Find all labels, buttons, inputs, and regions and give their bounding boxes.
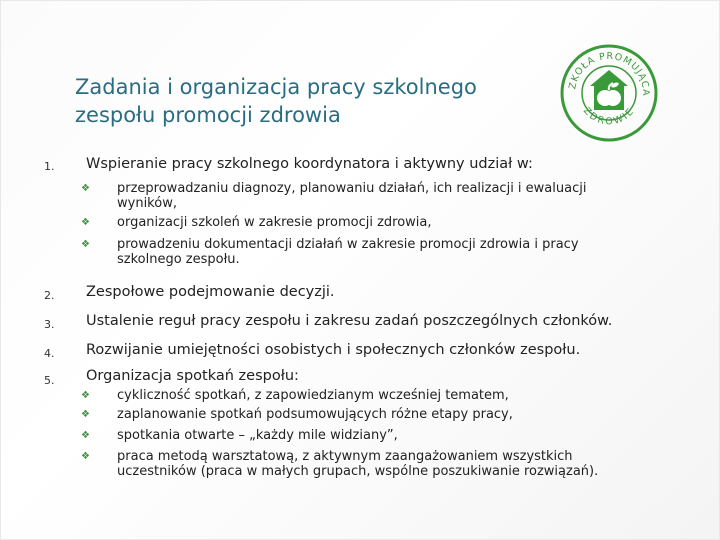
- item-number: 2.: [44, 289, 55, 302]
- bullet-icon: ❖: [81, 430, 90, 441]
- slide-title: Zadania i organizacja pracy szkolnego zespołu promocji zdrowia: [75, 75, 477, 127]
- school-health-promotion-logo: [559, 43, 659, 143]
- sub-item: cykliczność spotkań, z zapowiedzianym wcześniej tematem,: [117, 388, 509, 403]
- list-item-text: Wspieranie pracy szkolnego koordynatora i aktywny udział w:: [86, 156, 533, 172]
- list-item-text: Zespołowe podejmowanie decyzji.: [86, 284, 335, 300]
- sub-item: spotkania otwarte – „każdy mile widziany”,: [117, 428, 398, 443]
- list-item-text: Organizacja spotkań zespołu:: [86, 368, 299, 384]
- item-number: 4.: [44, 347, 55, 360]
- sub-item: zaplanowanie spotkań podsumowujących różne etapy pracy,: [117, 407, 513, 422]
- bullet-icon: ❖: [81, 451, 90, 462]
- sub-item: praca metodą warsztatową, z aktywnym zaangażowaniem wszystkich uczestników (praca w małych grupach, wspólne poszukiwanie rozwiązań).: [117, 449, 599, 479]
- bullet-icon: ❖: [81, 239, 90, 250]
- list-item-text: Rozwijanie umiejętności osobistych i społecznych członków zespołu.: [86, 342, 581, 358]
- bullet-icon: ❖: [81, 183, 90, 194]
- sub-item: przeprowadzaniu diagnozy, planowaniu działań, ich realizacji i ewaluacji wyników,: [117, 181, 587, 211]
- item-number: 1.: [44, 160, 55, 173]
- bullet-icon: ❖: [81, 217, 90, 228]
- logo-text-top: ZKOŁA PROMUJĄCA: [567, 50, 652, 97]
- item-number: 5.: [44, 374, 55, 387]
- logo-text-bottom: ZDROWIE: [580, 105, 638, 128]
- list-item-text: Ustalenie reguł pracy zespołu i zakresu zadań poszczególnych członków.: [86, 313, 613, 329]
- sub-item: organizacji szkoleń w zakresie promocji zdrowia,: [117, 215, 432, 230]
- house-apple-icon: [559, 43, 659, 143]
- sub-item: prowadzeniu dokumentacji działań w zakresie promocji zdrowia i pracy szkolnego zespołu.: [117, 237, 579, 267]
- item-number: 3.: [44, 318, 55, 331]
- bullet-icon: ❖: [81, 409, 90, 420]
- bullet-icon: ❖: [81, 390, 90, 401]
